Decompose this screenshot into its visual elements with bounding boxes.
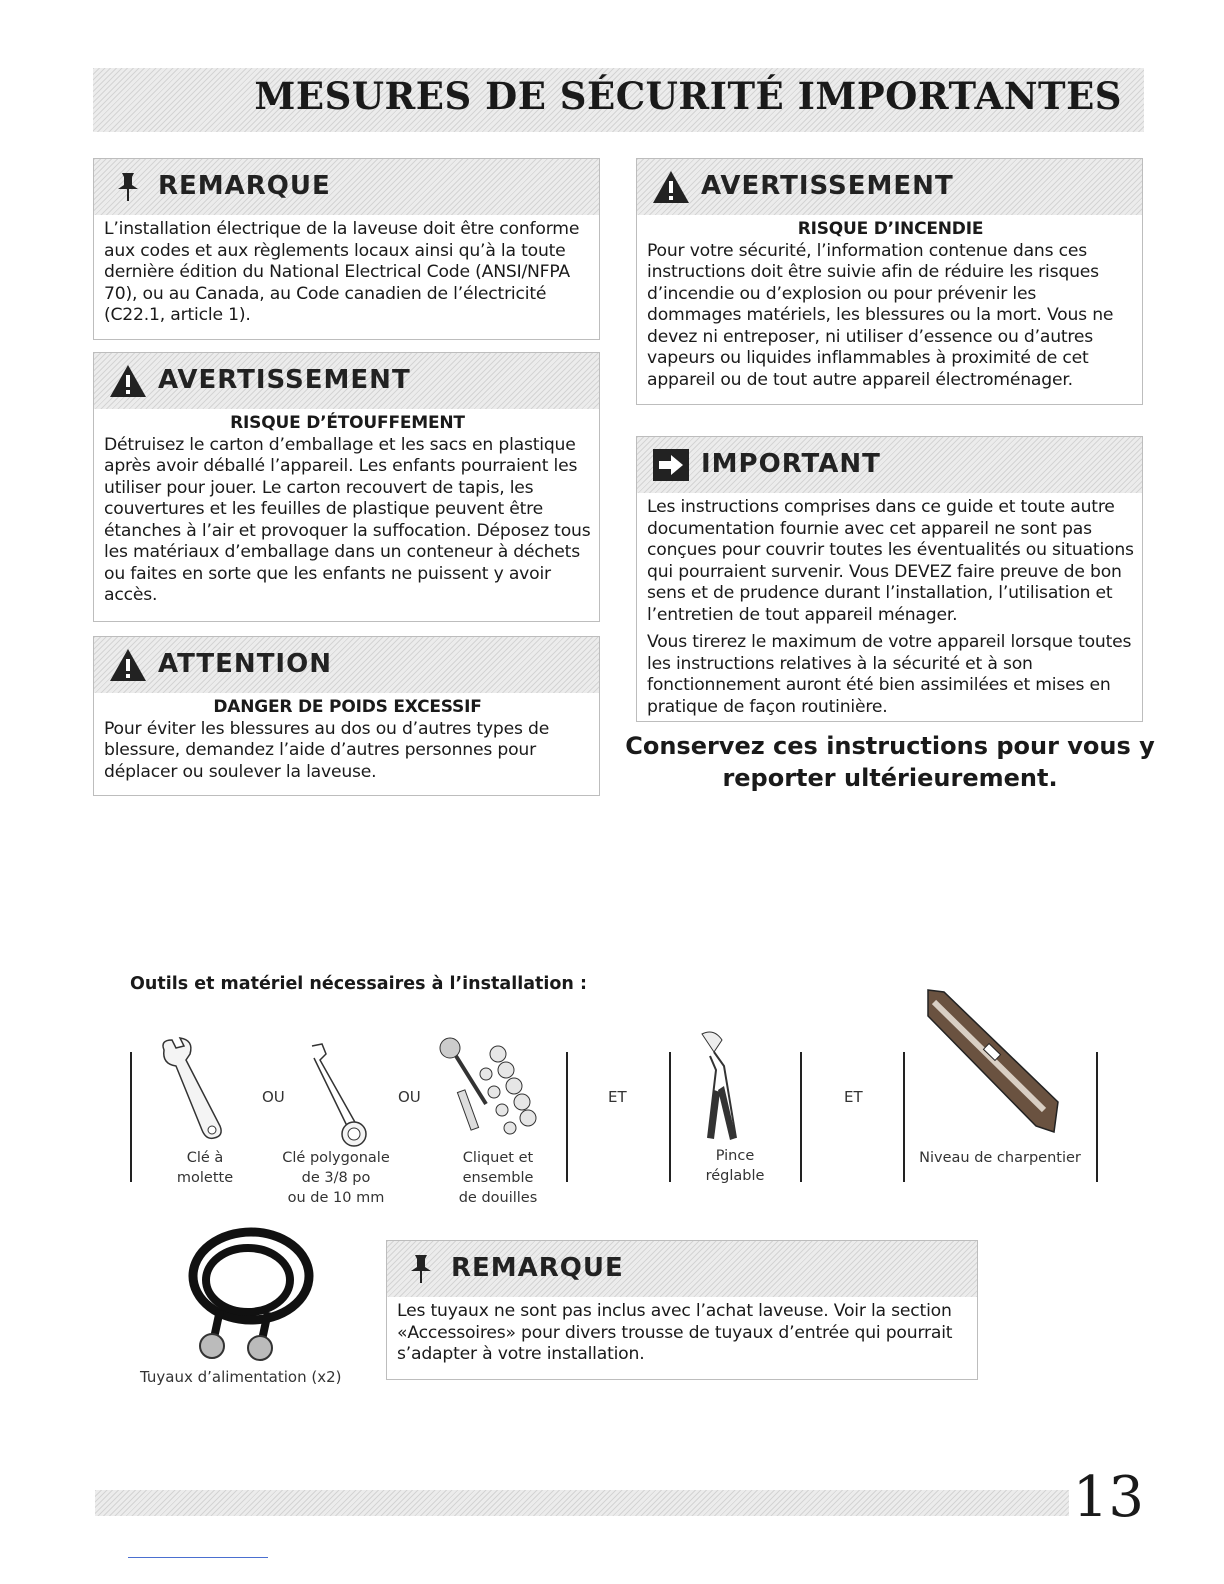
link-underline [128,1557,268,1558]
page-number: 13 [1069,1466,1148,1530]
attention-header [94,637,599,693]
box-wrench-label-line: ou de 10 mm [287,1190,385,1206]
box-wrench-label-line: de 3/8 po [301,1170,371,1186]
pliers-icon [684,1026,774,1146]
divider [903,1052,905,1182]
risque-incendie-subtitle: RISQUE D’INCENDIE [797,219,984,239]
and-label: ET [608,1088,627,1106]
pushpin-icon [108,169,148,205]
ratchet-socket-set-icon [436,1034,546,1144]
avertissement-header [94,353,599,409]
level-label: Niveau de charpentier [919,1150,1081,1166]
divider [800,1052,802,1182]
ratchet-label-line: de douilles [458,1190,538,1206]
conserve-instructions [620,730,1160,794]
adjustable-wrench-icon [150,1036,250,1146]
hoses-label: Tuyaux d’alimentation (x2) [140,1368,342,1386]
wrench-label-line: Clé à [186,1150,224,1166]
water-hose-icon [176,1226,326,1366]
ratchet-label-line: Cliquet et [462,1150,534,1166]
ratchet-label [438,1148,558,1208]
risque-etouffement-subtitle: RISQUE D’ÉTOUFFEMENT [230,413,465,433]
attention-box [93,636,600,796]
pliers-label-line: Pince [715,1148,755,1164]
avertissement-title: AVERTISSEMENT [158,365,411,395]
wrench-label [150,1148,260,1188]
footer-bar [95,1490,1145,1516]
header-banner [93,68,1144,132]
conserve-line-2: reporter ultérieurement. [722,764,1058,792]
divider [669,1052,671,1182]
avertissement-incendie-title: AVERTISSEMENT [701,171,954,201]
conserve-line-1: Conservez ces instructions pour vous y [625,732,1155,760]
avertissement-incendie-box [636,158,1143,405]
divider [130,1052,132,1182]
tools-heading: Outils et matériel nécessaires à l’installation : [130,974,587,994]
box-wrench-icon [300,1040,380,1150]
poids-excessif-text: Pour éviter les blessures au dos ou d’autres types de blessure, demandez l’aide d’autres personnes pour déplacer ou soulever la laveuse. [104,718,550,782]
important-paragraph-2: Vous tirerez le maximum de votre appareil lorsque toutes les instructions relatives à la sécurité et à son fonctionnement auront été bien assimilées et mises en pratique de façon routinière. [647,632,1132,717]
wrench-label-line: molette [176,1170,234,1186]
divider [566,1052,568,1182]
risque-incendie-text: Pour votre sécurité, l’information contenue dans ces instructions doit être suivie afin de réduire les risques d’incendie ou d’explosion ou pour prévenir les dommages matériels, les blessures ou la mort. Vous ne devez ni entreposer, ni utiliser d’essence ou d’autres vapeurs ou liquides inflammables à proximité de cet appareil ou de tout autre appareil électroménager. [647,240,1114,390]
remarque-tuyaux-text: Les tuyaux ne sont pas inclus avec l’achat laveuse. Voir la section «Accessoires» pour divers trousse de tuyaux d’entrée qui pourrait s’adapter à votre installation. [397,1301,953,1364]
arrow-right-icon [651,447,691,483]
poids-excessif-subtitle: DANGER DE POIDS EXCESSIF [213,697,482,717]
remarque-tuyaux-header [387,1241,977,1297]
divider [1096,1052,1098,1182]
and-label: ET [844,1088,863,1106]
warning-triangle-icon [108,647,148,683]
remarque-box [93,158,600,340]
remarque-tuyaux-title: REMARQUE [451,1253,624,1283]
remarque-title: REMARQUE [158,171,331,201]
attention-title: ATTENTION [158,649,332,679]
important-box [636,436,1143,722]
page-title: MESURES DE SÉCURITÉ IMPORTANTES [254,74,1122,118]
pushpin-icon [401,1251,441,1287]
avertissement-incendie-header [637,159,1142,215]
warning-triangle-icon [651,169,691,205]
risque-etouffement-text: Détruisez le carton d’emballage et les sacs en plastique après avoir déballé l’appareil. Les enfants pourraient les utiliser pour jouer. Le carton recouvert de tapis, les couvertures et les feuilles de plastique peuvent être étanches à l’air et provoquer la suffocation. Déposez tous les matériaux d’emballage dans un conteneur à déchets ou faites en sorte que les enfants ne puissent y avoir accès. [104,434,591,605]
important-paragraph-1: Les instructions comprises dans ce guide et toute autre documentation fournie avec cet appareil ne sont pas conçues pour couvrir toutes les éventualités ou situations qui pourraient survenir. Vous DEVEZ faire preuve de bon sens et de prudence durant l’installation, l’utilisation et l’entretien de tout appareil ménager. [647,497,1134,625]
or-label: OU [398,1088,421,1106]
pliers-label-line: réglable [705,1168,765,1184]
pliers-label [680,1146,790,1186]
ratchet-label-line: ensemble [462,1170,534,1186]
important-header [637,437,1142,493]
level-icon [924,986,1064,1136]
avertissement-etouffement-box [93,352,600,622]
important-title: IMPORTANT [701,449,881,479]
box-wrench-label [266,1148,406,1208]
remarque-text: L’installation électrique de la laveuse doit être conforme aux codes et aux règlements locaux ainsi qu’à la toute dernière édition du National Electrical Code (ANSI/NFPA 70), ou au Canada, au Code canadien de l’électricité (C22.1, article 1). [104,219,580,325]
or-label: OU [262,1088,285,1106]
warning-triangle-icon [108,363,148,399]
box-wrench-label-line: Clé polygonale [282,1150,390,1166]
remarque-header [94,159,599,215]
remarque-tuyaux-box [386,1240,978,1380]
